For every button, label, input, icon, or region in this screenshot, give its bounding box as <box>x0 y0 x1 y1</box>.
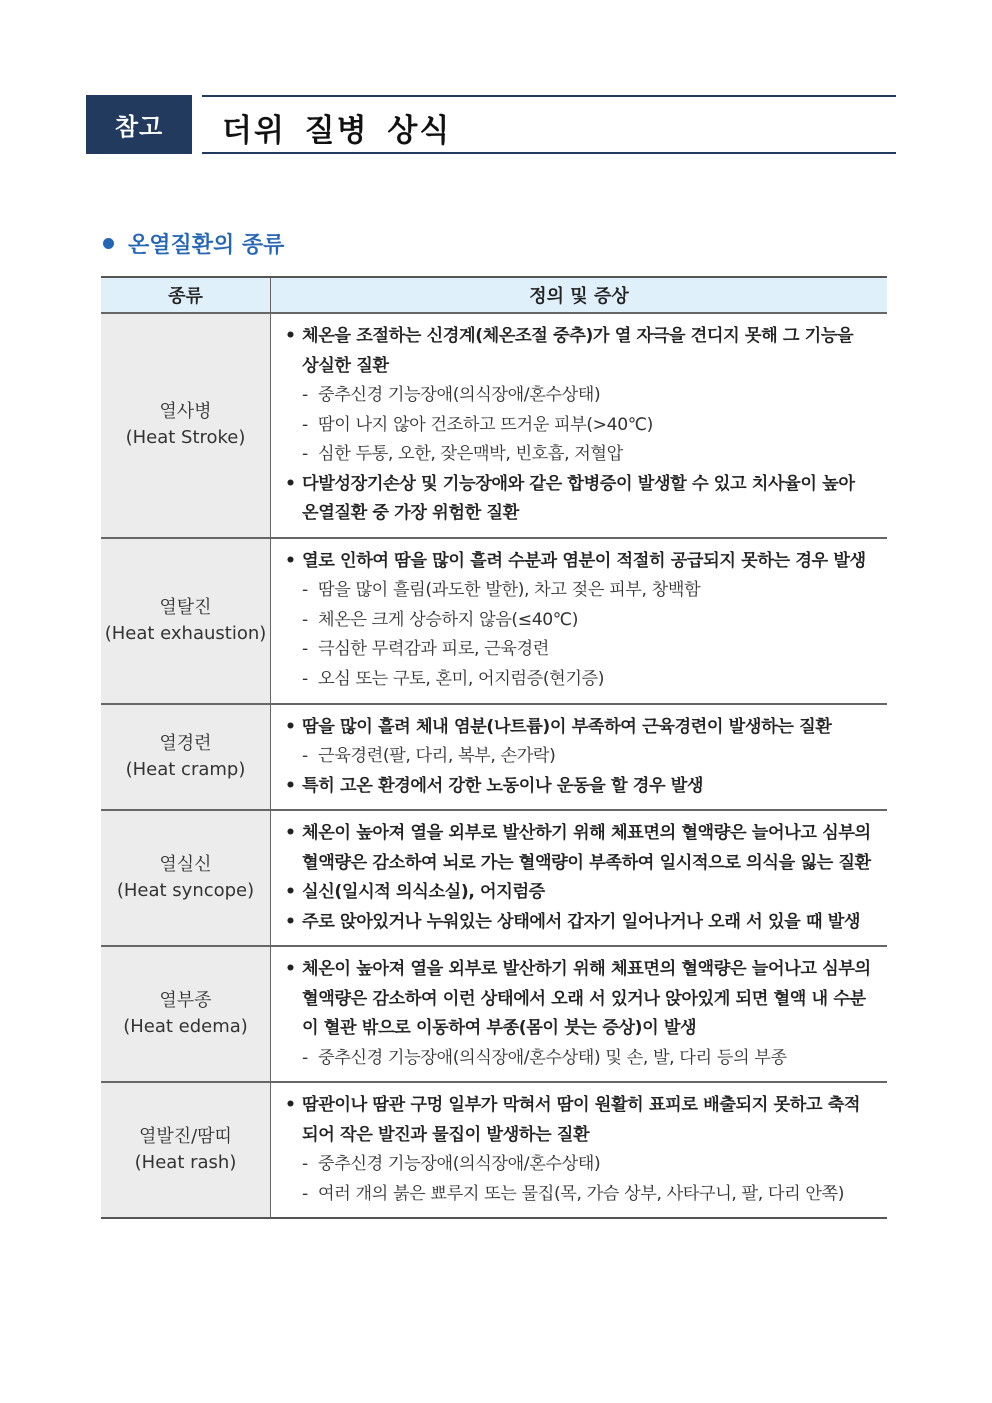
table-row <box>101 539 887 705</box>
illness-name-cell <box>101 1083 271 1217</box>
symptom-item: - 땀이 나지 않아 건조하고 뜨거운 피부(>40℃) <box>285 411 875 441</box>
table-row <box>101 1083 887 1217</box>
definition-bullet: • 체온이 높아져 열을 외부로 발산하기 위해 체표면의 혈액량은 늘어나고 심부의 혈액량은 감소하여 뇌로 가는 혈액량이 부족하여 일시적으로 의식을 잃는 질환 <box>285 819 875 878</box>
symptom-item: - 심한 두통, 오한, 잦은맥박, 빈호흡, 저혈압 <box>285 440 875 470</box>
illness-name-ko: 열부종 <box>159 990 212 1011</box>
table-body <box>101 314 887 1217</box>
definition-bullet: • 열로 인하여 땀을 많이 흘려 수분과 염분이 적절히 공급되지 못하는 경우 발생 <box>285 547 875 577</box>
illness-name-en: (Heat edema) <box>123 1016 248 1037</box>
symptom-item: - 여러 개의 붉은 뾰루지 또는 물집(목, 가슴 상부, 사타구니, 팔, 다리 안쪽) <box>285 1180 875 1210</box>
title-box <box>202 95 896 154</box>
illness-name-en: (Heat Stroke) <box>125 427 246 449</box>
definition-cell <box>271 539 887 703</box>
symptom-item: - 근육경련(팔, 다리, 복부, 손가락) <box>285 742 875 772</box>
illness-name-ko: 열사병 <box>159 401 212 423</box>
definition-cell <box>271 947 887 1081</box>
illness-name-cell <box>101 947 271 1081</box>
definition-bullet: • 땀을 많이 흘려 체내 염분(나트륨)이 부족하여 근육경련이 발생하는 질환 <box>285 713 875 743</box>
illness-name-ko: 열실신 <box>159 854 212 875</box>
definition-cell <box>271 705 887 810</box>
definition-bullet: • 다발성장기손상 및 기능장애와 같은 합병증이 발생할 수 있고 치사율이 높아 온열질환 중 가장 위험한 질환 <box>285 470 875 529</box>
symptom-item: - 중추신경 기능장애(의식장애/혼수상태) <box>285 1150 875 1180</box>
symptom-item: - 극심한 무력감과 피로, 근육경련 <box>285 635 875 665</box>
symptom-item: - 땀을 많이 흘림(과도한 발한), 차고 젖은 피부, 창백함 <box>285 576 875 606</box>
illness-name-en: (Heat rash) <box>134 1152 237 1173</box>
header-definition: 정의 및 증상 <box>529 286 629 307</box>
page-header <box>86 95 896 154</box>
symptom-item: - 중추신경 기능장애(의식장애/혼수상태) 및 손, 발, 다리 등의 부종 <box>285 1044 875 1074</box>
symptom-item: - 체온은 크게 상승하지 않음(≤40℃) <box>285 606 875 636</box>
illness-name-cell <box>101 314 271 537</box>
illness-name-cell <box>101 811 271 945</box>
symptom-item: - 오심 또는 구토, 혼미, 어지럼증(현기증) <box>285 665 875 695</box>
reference-badge: 참고 <box>86 95 192 154</box>
table-row <box>101 314 887 539</box>
definition-bullet: • 특히 고온 환경에서 강한 노동이나 운동을 할 경우 발생 <box>285 772 875 802</box>
page-title: 더위 질병 상식 <box>222 113 452 149</box>
definition-bullet: • 체온이 높아져 열을 외부로 발산하기 위해 체표면의 혈액량은 늘어나고 심부의 혈액량은 감소하여 이런 상태에서 오래 서 있거나 앉아있게 되면 혈액 내 수분이 혈관 밖으로 이동하여 부종(몸이 붓는 증상)이 발생 <box>285 955 875 1044</box>
definition-cell <box>271 1083 887 1217</box>
definition-bullet: • 주로 앉아있거나 누워있는 상태에서 갑자기 일어나거나 오래 서 있을 때 발생 <box>285 908 875 938</box>
definition-bullet: • 체온을 조절하는 신경계(체온조절 중추)가 열 자극을 견디지 못해 그 기능을 상실한 질환 <box>285 322 875 381</box>
heat-illness-table <box>101 276 887 1219</box>
illness-name-en: (Heat exhaustion) <box>104 622 267 644</box>
definition-bullet: • 땀관이나 땀관 구멍 일부가 막혀서 땀이 원활히 표피로 배출되지 못하고 축적되어 작은 발진과 물집이 발생하는 질환 <box>285 1091 875 1150</box>
bullet-dot-icon <box>103 238 114 249</box>
illness-name-cell <box>101 539 271 703</box>
table-header-row <box>101 278 887 314</box>
illness-name-ko: 열탈진 <box>159 596 212 618</box>
definition-bullet: • 실신(일시적 의식소실), 어지럼증 <box>285 878 875 908</box>
symptom-item: - 중추신경 기능장애(의식장애/혼수상태) <box>285 381 875 411</box>
definition-cell <box>271 811 887 945</box>
illness-name-ko: 열발진/땀띠 <box>138 1126 232 1147</box>
section-heading <box>103 228 284 259</box>
definition-cell <box>271 314 887 537</box>
illness-name-cell <box>101 705 271 810</box>
table-row <box>101 705 887 812</box>
illness-name-ko: 열경련 <box>159 732 212 754</box>
illness-name-en: (Heat syncope) <box>116 880 255 901</box>
table-row <box>101 811 887 947</box>
table-row <box>101 947 887 1083</box>
illness-name-en: (Heat cramp) <box>125 758 246 780</box>
header-type: 종류 <box>101 278 271 312</box>
section-title: 온열질환의 종류 <box>128 233 285 258</box>
